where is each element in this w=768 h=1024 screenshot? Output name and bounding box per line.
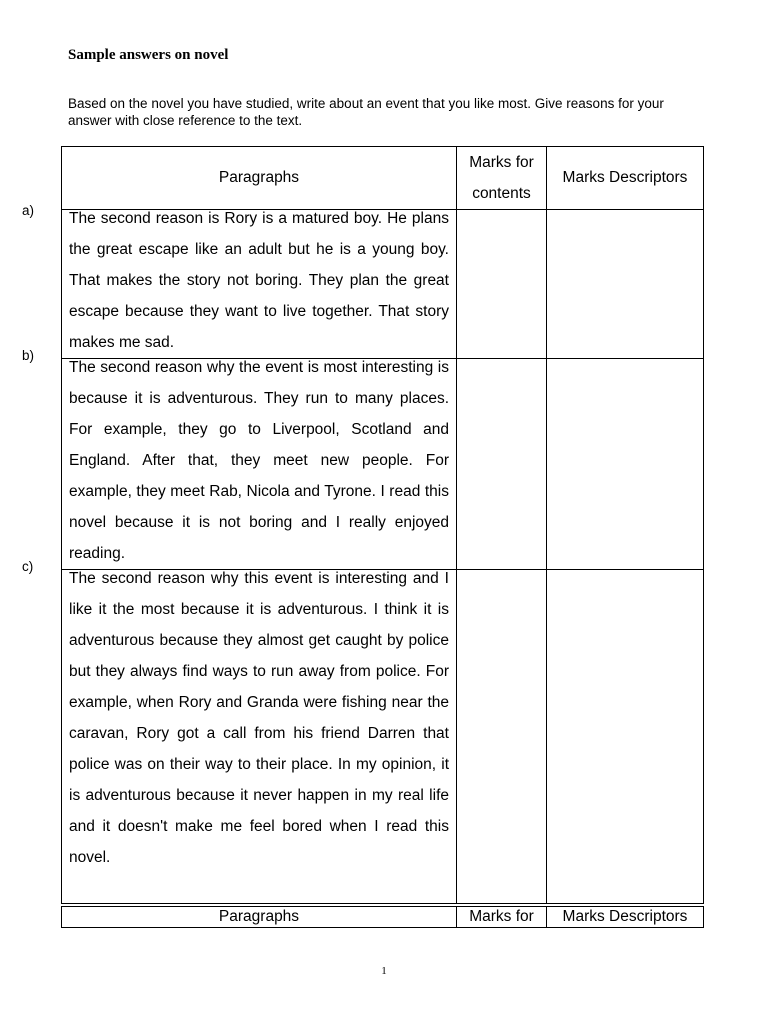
header-marks-for-contents: Marks for contents [457,147,547,210]
row-label-b: b) [22,348,35,363]
header-marks-descriptors: Marks Descriptors [547,907,704,928]
row-label-a: a) [22,203,35,218]
answers-table [61,146,704,904]
row-label-c: c) [22,559,34,574]
paragraph-text-a: The second reason is Rory is a matured boy. He plans the great escape like an adult but he is a young boy. That makes the story not boring. They plan the great escape because they want to live together. That story makes me sad. [69,210,449,351]
instruction-text: Based on the novel you have studied, write about an event that you like most. Give reasons for your answer with close reference to the text. [68,96,664,128]
paragraph-text-b: The second reason why the event is most interesting is because it is adventurous. They run to many places. For example, they go to Liverpool, Scotland and England. After that, they meet new people. For example, they meet Rab, Nicola and Tyrone. I read this novel because it is not boring and I really enjoyed reading. [69,359,449,562]
paragraph-cell-a [62,210,457,359]
header-marks-descriptors: Marks Descriptors [547,147,704,210]
header-paragraphs: Paragraphs [62,907,457,928]
table-row [62,570,704,904]
paragraph-cell-b [62,359,457,570]
table-header-row [62,147,704,210]
table-header-row [62,907,704,928]
marks-cell-a [457,210,547,359]
descriptor-cell-a [547,210,704,359]
page-number: 1 [381,965,387,977]
header-marks-for: Marks for [457,907,547,928]
answers-table-continued [61,906,704,928]
document-title: Sample answers on novel [68,47,229,63]
marks-cell-c [457,570,547,904]
header-paragraphs: Paragraphs [62,147,457,210]
table-row [62,359,704,570]
descriptor-cell-c [547,570,704,904]
table-row [62,210,704,359]
paragraph-text-c: The second reason why this event is interesting and I like it the most because it is adventurous. I think it is adventurous because they almost get caught by police but they always find ways to run away from police. For example, when Rory and Granda were fishing near the caravan, Rory got a call from his friend Darren that police was on their way to their place. In my opinion, it is adventurous because it never happen in my real life and it doesn't make me feel bored when I read this novel. [69,570,449,866]
marks-cell-b [457,359,547,570]
descriptor-cell-b [547,359,704,570]
paragraph-cell-c [62,570,457,904]
